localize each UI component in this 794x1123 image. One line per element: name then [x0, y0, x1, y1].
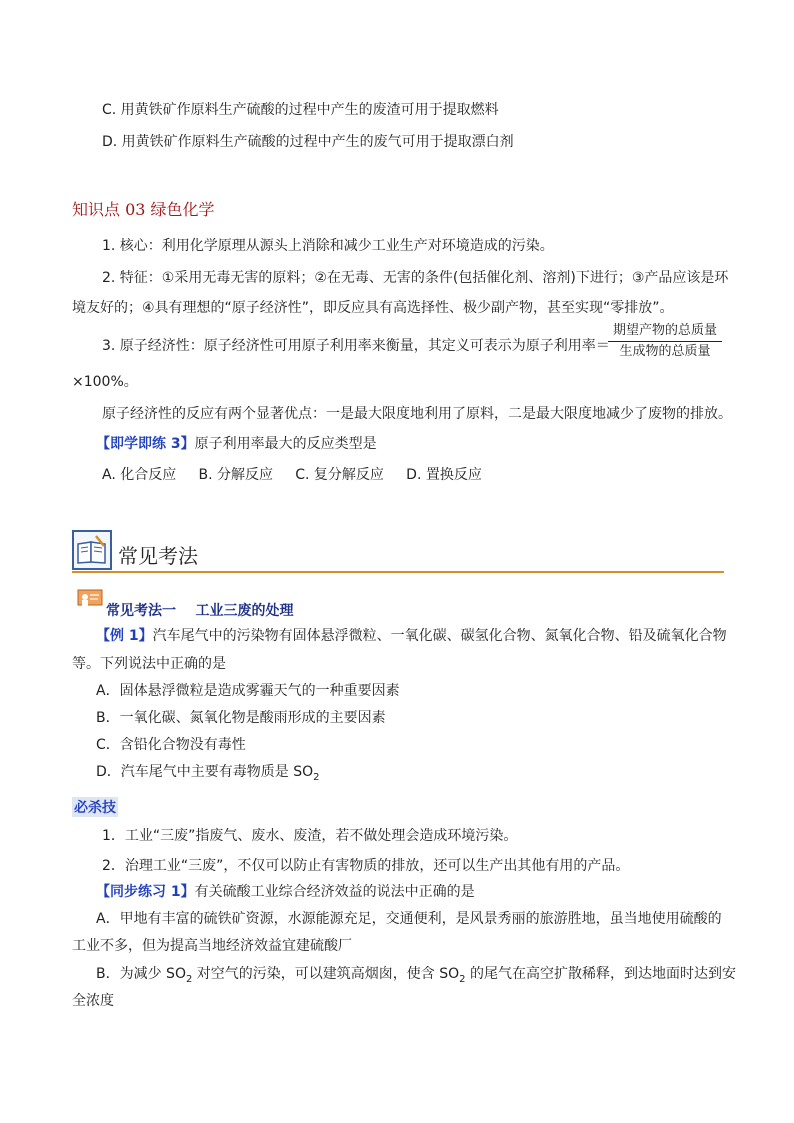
- sync-b-text-1: B．为减少 SO: [96, 966, 186, 982]
- example-option-a: A．固体悬浮微粒是造成雾霾天气的一种重要因素: [96, 683, 400, 699]
- practice-tag: 【即学即练 3】: [96, 436, 195, 452]
- example-question-text: 汽车尾气中的污染物有固体悬浮微粒、一氧化碳、碳氢化合物、氮氧化合物、铅及硫氧化合物: [152, 628, 727, 644]
- fraction-denominator: 生成物的总质量: [619, 344, 711, 359]
- practice-question-text: 原子利用率最大的反应类型是: [194, 436, 377, 452]
- sync-option-b-line1: [96, 964, 736, 990]
- fraction-numerator: 期望产物的总质量: [608, 322, 722, 342]
- example-1-line2: 等。下列说法中正确的是: [72, 656, 226, 672]
- practice-3-options: A. 化合反应 B. 分解反应 C. 复分解反应 D. 置换反应: [102, 467, 482, 483]
- sync-tag: 【同步练习 1】: [96, 884, 195, 900]
- kp03-atom-economy: 3. 原子经济性：原子经济性可用原子利用率来衡量，其定义可表示为原子利用率＝: [102, 338, 610, 354]
- sync-option-a-line1: A．甲地有丰富的硫铁矿资源，水源能源充足，交通便利，是风景秀丽的旅游胜地，虽当地使用硫酸的: [96, 911, 722, 927]
- killer-tips-label: 必杀技: [72, 797, 118, 817]
- atom-utilization-fraction: [608, 322, 722, 361]
- example-1-line1: [96, 626, 727, 646]
- example-tag: 【例 1】: [96, 628, 153, 644]
- kp03-advantages: 原子经济性的反应有两个显著优点：一是最大限度地利用了原料，二是最大限度地减少了废物的排放。: [102, 406, 732, 422]
- kp03-features-line2: 境友好的；④具有理想的“原子经济性”，即反应具有高选择性、极少副产物，甚至实现“零排放”。: [72, 300, 674, 316]
- sync-question-text: 有关硫酸工业综合经济效益的说法中正确的是: [194, 884, 475, 900]
- example-option-b: B．一氧化碳、氮氧化物是酸雨形成的主要因素: [96, 710, 386, 726]
- kp03-percent: ×100%。: [72, 374, 138, 390]
- section-title: 常见考法: [118, 544, 198, 568]
- example-option-c: C．含铅化合物没有毒性: [96, 737, 246, 753]
- section-divider: [72, 571, 724, 573]
- tip-1: 1．工业“三废”指废气、废水、废渣，若不做处理会造成环境污染。: [102, 828, 518, 844]
- method-1-title: 常见考法一 工业三废的处理: [106, 603, 294, 619]
- option-d: D. 用黄铁矿作原料生产硫酸的过程中产生的废气可用于提取漂白剂: [102, 134, 514, 150]
- sync-practice-1: [96, 882, 475, 902]
- sync-b-subscript-1: 2: [185, 973, 193, 985]
- option-d-subscript: 2: [313, 771, 320, 783]
- teacher-board-icon: [76, 589, 104, 611]
- sync-b-text-3: 的尾气在高空扩散稀释，到达地面时达到安: [465, 966, 736, 982]
- knowledge-point-03-title: 知识点 03 绿色化学: [72, 200, 215, 219]
- example-option-d: [96, 762, 320, 788]
- option-d-text: D．汽车尾气中主要有毒物质是 SO: [96, 764, 314, 780]
- sync-b-subscript-2: 2: [459, 973, 466, 985]
- kp03-core: 1. 核心：利用化学原理从源头上消除和减少工业生产对环境造成的污染。: [102, 238, 554, 254]
- tip-2: 2．治理工业“三废”，不仅可以防止有害物质的排放，还可以生产出其他有用的产品。: [102, 858, 630, 874]
- sync-option-b-line2: 全浓度: [72, 993, 114, 1009]
- kp03-features-line1: 2. 特征：①采用无毒无害的原料；②在无毒、无害的条件(包括催化剂、溶剂)下进行；③产品应该是环: [102, 270, 729, 286]
- sync-b-text-2: 对空气的污染，可以建筑高烟囱，使含 SO: [192, 966, 460, 982]
- option-c: C. 用黄铁矿作原料生产硫酸的过程中产生的废渣可用于提取燃料: [102, 102, 499, 118]
- practice-3-question: [96, 434, 377, 454]
- sync-option-a-line2: 工业不多，但为提高当地经济效益宜建硫酸厂: [72, 938, 352, 954]
- book-pen-icon: [72, 530, 112, 570]
